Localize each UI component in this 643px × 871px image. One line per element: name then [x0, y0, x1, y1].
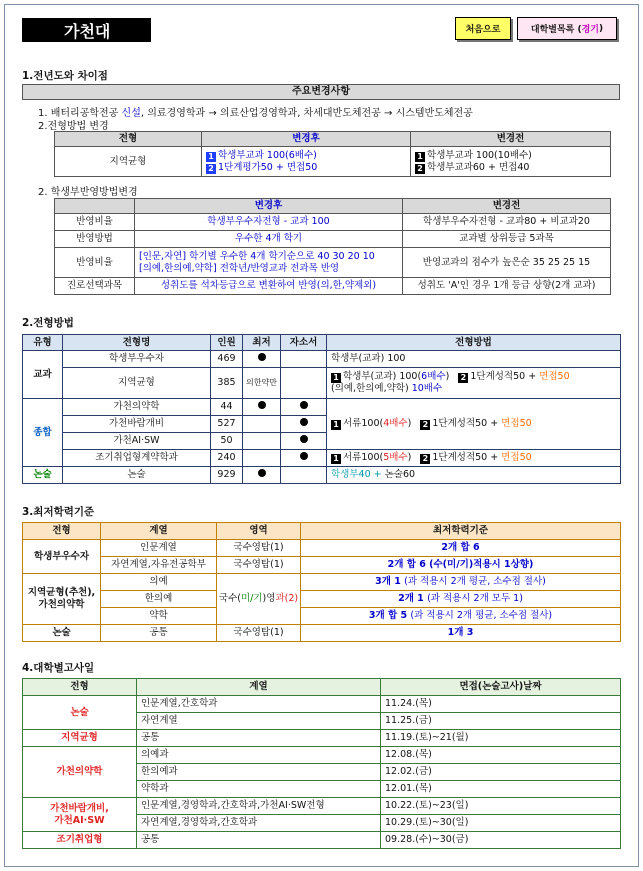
before-cell: 성취도 'A'인 경우 1개 등급 상향(2개 교과): [403, 278, 611, 295]
table-row: 논술 인문계열,간호학과 11.24.(목): [23, 696, 621, 713]
university-list-button[interactable]: [517, 17, 617, 40]
before-cell: 학생부우수자전형 - 교과80 + 비교과20: [403, 214, 611, 231]
table-row: 한의예 2개 1 (과 적용시 2개 모두 1): [23, 591, 621, 608]
essay-dot: [300, 401, 308, 409]
exam-date-table: 전형 계열 면접(논술고사)날짜 논술 인문계열,간호학과 11.24.(목) 자연계열 11.25.(금) 지역균형 공통 11.19.(토)~21(월) 가천의약학 의예과 12.08.(목) 한의예과 12.02.(금) 약학과 12.01.(목) 가천바람개비, 가천AI·SW 인문계열,경영학과,간호학과,가천AI·SW전형 10.22.(토)~23(일) 자연계열,경영학과,간호학과 10.29.(토)~30(일) 조기취업형 공통 09.28.(수)~30(금): [22, 678, 621, 849]
section3-title: 3.최저학력기준: [22, 506, 95, 518]
table-row: 자연계열 11.25.(금): [23, 713, 621, 730]
list-button-region: 경기: [581, 25, 599, 35]
table-row: 교과 학생부우수자 469 학생부(교과) 100: [23, 351, 621, 368]
th-before: 변경전: [411, 132, 611, 147]
section2-title: 2.전형방법: [22, 317, 74, 329]
list-button-suffix: ): [598, 23, 604, 34]
table-row: 논술 공통 국수영탐(1) 1개 3: [23, 625, 621, 642]
change-line-3: 2. 학생부반영방법변경: [38, 187, 138, 198]
row-label: 반영비율: [55, 248, 135, 278]
after-cell: 성취도를 석차등급으로 변환하여 반영(의,한,약제외): [135, 278, 403, 295]
table-row: 가천바람개비, 가천AI·SW 인문계열,경영학과,간호학과,가천AI·SW전형 10.22.(토)~23(일): [23, 798, 621, 815]
category-gyogwa: 교과: [23, 351, 63, 399]
record-change-table: [54, 198, 611, 295]
table-row: 지역균형(추천), 가천의약학 의예 국수(미/기)영과(2) 3개 1 (과 적용시 2개 평균, 소수점 절사): [23, 574, 621, 591]
table-row: 자연계열,자유전공학부 국수영탐(1) 2개 합 6 (수(미/기)적용시 1상향): [23, 557, 621, 574]
table-row: 지역균형 385 의한약만 1 학생부(교과) 100(6배수) 2 1단계성적50 + 면접50 (의예,한의예,약학) 10배수: [23, 368, 621, 399]
page-title: 가천대: [22, 18, 151, 42]
section4-title: 4.대학별고사일: [22, 662, 95, 674]
table-row: 자연계열,경영학과,간호학과 10.29.(토)~30(일): [23, 815, 621, 832]
min-dot: [258, 469, 266, 477]
th-after: 변경후: [202, 132, 411, 147]
after-cell: 1 학생부교과 100(6배수) 2 1단계평가50 + 면접50: [202, 147, 411, 177]
min-dot: [258, 353, 266, 361]
table-row: 가천AI·SW 50: [23, 433, 621, 450]
essay-dot: [300, 435, 308, 443]
th-before2: 변경전: [403, 199, 611, 214]
essay-dot: [300, 418, 308, 426]
change-line-1: 1. 배터리공학전공 신설, 의료경영학과 → 의료산업경영학과, 차세대반도체전공 → 시스템반도체전공: [38, 108, 473, 119]
min-dot: [258, 401, 266, 409]
table-row: 조기취업형계약학과 240 1 서류100(5배수) 2 1단계성적50 + 면접50: [23, 450, 621, 467]
list-button-prefix: 대학별목록 (: [530, 25, 582, 35]
category-jonghap: 종합: [23, 399, 63, 467]
row-label: 반영방법: [55, 231, 135, 248]
section1-title: 1.전년도와 차이점: [22, 70, 108, 82]
th-after2: 변경후: [135, 199, 403, 214]
th-type: 전형: [55, 132, 202, 147]
table-row: 지역균형 공통 11.19.(토)~21(월): [23, 730, 621, 747]
after-cell: 학생부우수자전형 - 교과 100: [135, 214, 403, 231]
row-label: 반영비율: [55, 214, 135, 231]
after-cell: [인문,자연] 학기별 우수한 4개 학기순으로 40 30 20 10 [의예,한의예,약학] 전학년/반영교과 전과목 반영: [135, 248, 403, 278]
change-line-2: 2.전형방법 변경: [38, 121, 109, 132]
category-nonsul: 논술: [23, 467, 63, 484]
changes-banner: 주요변경사항: [22, 84, 620, 100]
minimum-standard-table: 전형 계열 영역 최저학력기준 학생부우수자 인문계열 국수영탐(1) 2개 합 6 자연계열,자유전공학부 국수영탐(1) 2개 합 6 (수(미/기)적용시 1상향) 지역균형(추천), 가천의약학 의예 국수(미/기)영과(2) 3개 1 (과 적용시 2개 평균, 소수점 절사) 한의예 2개 1 (과 적용시 2개 모두 1) 약학 3개 합 5 (과 적용시 2개 평균, 소수점 절사) 논술 공통 국수영탐(1) 1개 3: [22, 522, 621, 642]
table-row: 학생부우수자 인문계열 국수영탐(1) 2개 합 6: [23, 540, 621, 557]
essay-dot: [300, 452, 308, 460]
before-cell: 반영교과의 점수가 높은순 35 25 25 15: [403, 248, 611, 278]
home-button[interactable]: 처음으로: [455, 17, 511, 40]
row-label: 진로선택과목: [55, 278, 135, 295]
table-row: 약학과 12.01.(목): [23, 781, 621, 798]
after-cell: 우수한 4개 학기: [135, 231, 403, 248]
table-row: 약학 3개 합 5 (과 적용시 2개 평균, 소수점 절사): [23, 608, 621, 625]
before-cell: 교과별 상위등급 5과목: [403, 231, 611, 248]
table-row: 논술 논술 929 학생부40 + 논술60: [23, 467, 621, 484]
table-row: 한의예과 12.02.(금): [23, 764, 621, 781]
before-cell: 1 학생부교과 100(10배수) 2 학생부교과60 + 면접40: [411, 147, 611, 177]
method-change-table: [54, 131, 611, 177]
admission-method-table: 유형 전형명 인원 최저 자소서 전형방법 교과 학생부우수자 469 학생부(교과) 100 지역균형 385 의한약만 1 학생부(교과) 100(6배수) 2 1단계성적50 + 면접50 (의예,한의예,약학) 10배수 종합 가천의약학 44 1 서류100(4배수) 2 1단계성적50 + 면접50 가천바람개비 527 가천AI·SW 50 조기취업형계약학과 240 1 서류100(5배수) 2 1단계성적50 + 면접50 논술 논술 929 학생부40 + 논술60: [22, 334, 621, 484]
table-row: 가천바람개비 527: [23, 416, 621, 433]
table-row: 조기취업형 공통 09.28.(수)~30(금): [23, 832, 621, 849]
table-row: 가천의약학 의예과 12.08.(목): [23, 747, 621, 764]
table-row: 종합 가천의약학 44 1 서류100(4배수) 2 1단계성적50 + 면접50: [23, 399, 621, 416]
row-label: 지역균형: [55, 147, 202, 177]
